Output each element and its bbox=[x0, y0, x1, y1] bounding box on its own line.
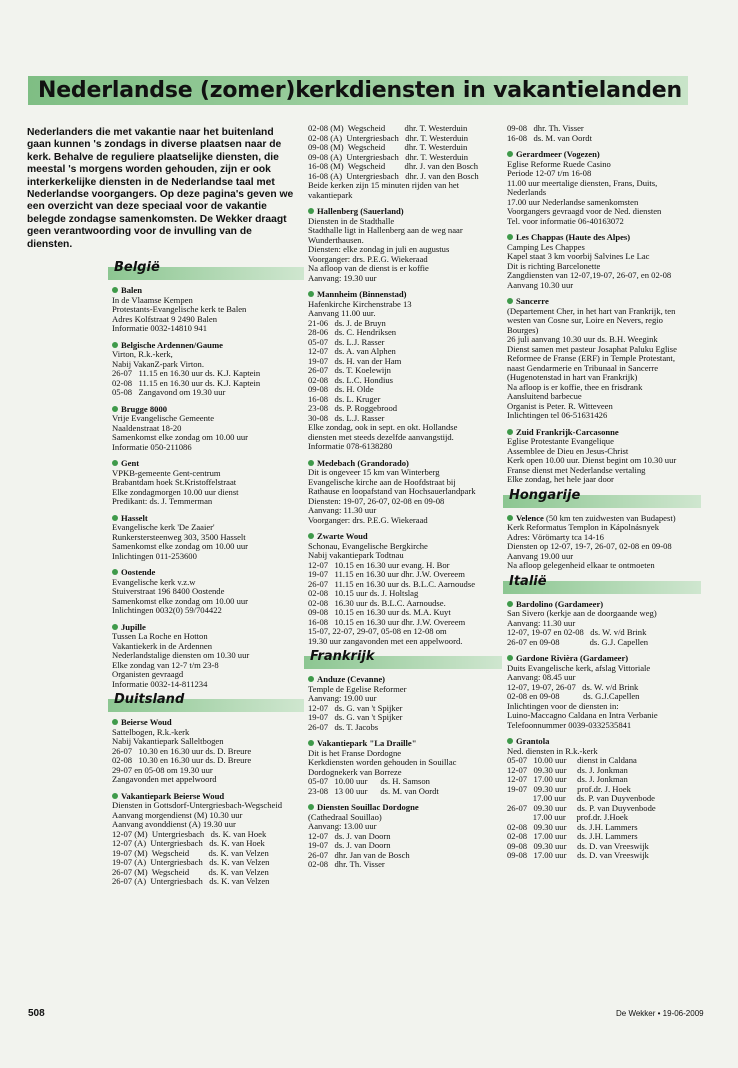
entry-line: 23-08 ds. P. Roggebrood bbox=[308, 403, 398, 413]
entry-line: 09-08 dhr. Th. Visser bbox=[507, 123, 584, 133]
bullet-icon bbox=[112, 342, 118, 348]
entry-line: 17.00 uur ds. P. van Duyvenbode bbox=[507, 793, 655, 803]
bullet-icon bbox=[112, 287, 118, 293]
entry-line: Aansluitend barbecue bbox=[507, 391, 582, 401]
bullet-icon bbox=[112, 460, 118, 466]
region-header-belgie bbox=[108, 260, 300, 281]
entry-beierse-woud bbox=[112, 718, 300, 785]
entry-title-text: Vakantiepark Beierse Woud bbox=[121, 790, 225, 801]
entry-zuid-frankrijk-carcasonne bbox=[507, 428, 697, 485]
entry-line: 12-07 ds. J. van Doorn bbox=[308, 830, 391, 841]
entry-line: diensten met steeds dezelfde aanvangstijd. bbox=[308, 431, 454, 442]
entry-line: 05-08 Zangavond om 19.30 uur bbox=[112, 387, 226, 397]
entry-line: Schonau, Evangelische Bergkirche bbox=[308, 540, 428, 551]
entry-line: 26-07 ds. T. Jacobs bbox=[308, 721, 379, 732]
column-1 bbox=[112, 258, 300, 894]
entry-line: Informatie 0032-14-811234 bbox=[112, 678, 208, 689]
entry-line: Duits Evangelische kerk, afslag Vittoriale bbox=[507, 662, 651, 673]
entry-grantola bbox=[507, 737, 697, 861]
entry-line: 19.30 uur zangavonden met een appelwoord. bbox=[308, 635, 463, 646]
entry-line: Hafenkirche Kirchenstrabe 13 bbox=[308, 298, 412, 309]
entry-line: 17.00 uur prof.dr. J.Hoek bbox=[507, 812, 629, 822]
entry-hallenberg-sauerland bbox=[308, 207, 498, 283]
entry-line: Informatie 0032-14810 941 bbox=[112, 323, 207, 333]
entry-line: 19-07 ds. H. van der Ham bbox=[308, 355, 402, 366]
entry-line: Aanvang morgendienst (M) 10.30 uur bbox=[112, 809, 243, 820]
entry-line: 12-07 10.15 en 16.30 uur evang. H. Bor bbox=[308, 559, 450, 570]
entry-line: Tel. voor informatie 06-40163072 bbox=[507, 215, 624, 226]
entry-line: Stadthalle ligt in Hallenberg aan de weg naar bbox=[308, 225, 463, 235]
entry-line: Dordognekerk van Borreze bbox=[308, 766, 402, 777]
entry-line: Aanvang: 19.00 uur bbox=[308, 693, 377, 703]
entry-line: Nabij vakantiepark Todtnau bbox=[308, 550, 404, 560]
entry-line: 15-07, 22-07, 29-07, 05-08 en 12-08 om bbox=[308, 626, 447, 636]
entry-line: 02-08 17.00 uur ds. J.H. Lammers bbox=[507, 831, 638, 841]
entry-line: Runkerstersteenweg 303, 3500 Hasselt bbox=[112, 531, 246, 542]
bullet-icon bbox=[507, 151, 513, 157]
entry-line: Assemblee de Dieu en Jesus-Christ bbox=[507, 445, 629, 456]
entry-line: Camping Les Chappes bbox=[507, 241, 585, 252]
entry-title-text: Bardolino (Gardameer) bbox=[516, 598, 604, 609]
entry-vakantiepark-la-draille bbox=[308, 739, 498, 796]
entry-line: Virton, R.k.-kerk, bbox=[112, 349, 173, 359]
entry-line: 02-08 en 09-08 ds. G.J.Capellen bbox=[507, 691, 640, 701]
entry-line: Rathause en loopafstand van Hochsauerlandpark bbox=[308, 486, 476, 496]
entry-line: 09-08 17.00 uur ds. D. van Vreeswijk bbox=[507, 850, 649, 860]
entry-line: 02-08 dhr. Th. Visser bbox=[308, 859, 385, 869]
entry-jupille bbox=[112, 623, 300, 690]
entry-line: 09-08 09.30 uur ds. D. van Vreeswijk bbox=[507, 840, 649, 851]
entry-title-text: Zuid Frankrijk-Carcasonne bbox=[516, 426, 619, 437]
entry-title-text: Vakantiepark "La Draille" bbox=[317, 738, 417, 748]
entry-line: Elke zondagmorgen 10.00 uur dienst bbox=[112, 486, 239, 497]
entry-line: Nabij VakanZ-park Virton. bbox=[112, 358, 205, 369]
entry-line: (Cathedraal Souillao) bbox=[308, 811, 382, 822]
bullet-icon bbox=[112, 406, 118, 412]
entry-line: Inlichtingen voor de diensten in: bbox=[507, 700, 619, 711]
bullet-icon bbox=[507, 298, 513, 304]
bullet-icon bbox=[308, 533, 314, 539]
entry-line: Inlichtingen 011-253600 bbox=[112, 550, 197, 561]
entry-title-text: Zwarte Woud bbox=[317, 531, 368, 541]
entry-gardone-riviera-gardameer bbox=[507, 654, 697, 730]
entry-line: 09-08 (A) Untergriesbach dhr. T. Westerduin bbox=[308, 151, 469, 162]
bullet-icon bbox=[308, 676, 314, 682]
entry-line: Aanvang: 13.00 uur bbox=[308, 821, 377, 831]
bullet-icon bbox=[507, 738, 513, 744]
entry-line: Evangelische kerk 'De Zaaier' bbox=[112, 522, 215, 532]
entry-line: 16-08 10.15 en 16.30 uur dhr. J.W. Overeem bbox=[308, 616, 466, 627]
entry-line: Naaldenstraat 18-20 bbox=[112, 422, 182, 433]
entry-line: Adres: Vörömarty tca 14-16 bbox=[507, 531, 604, 542]
entry-line: 02-08 (M) Wegscheid dhr. T. Westerduin bbox=[308, 123, 468, 133]
entry-line: Diensten in de Stadthalle bbox=[308, 215, 395, 226]
entry-line: 02-08 ds. L.C. Hondius bbox=[308, 374, 393, 385]
entry-line: Stuiverstraat 196 8400 Oostende bbox=[112, 586, 225, 596]
entry-line: vakantiepark bbox=[308, 189, 353, 200]
entry-line: 17.00 uur Nederlandse samenkomsten bbox=[507, 196, 639, 207]
entry-title-text: Velence bbox=[516, 512, 544, 523]
entry-line: Sattelbogen, R.k.-kerk bbox=[112, 726, 190, 737]
entry-line: 19-07 09.30 uur prof.dr. J. Hoek bbox=[507, 783, 631, 794]
entry-line: 12-07, 19-07, 26-07 ds. W. v/d Brink bbox=[507, 681, 639, 692]
entry-line: naast Gendarmerie en Tribunaal in Sancerre bbox=[507, 362, 659, 373]
page-number: 508 bbox=[28, 1008, 45, 1019]
entry-title-text: Hasselt bbox=[121, 512, 148, 523]
entry-line: Protestants-Evangelische kerk te Balen bbox=[112, 304, 247, 314]
entry-line: Ned. diensten in R.k.-kerk bbox=[507, 745, 598, 756]
bullet-icon bbox=[308, 804, 314, 810]
publication-footer: De Wekker • 19-06-2009 bbox=[616, 1009, 704, 1018]
entry-diensten-souillac-dordogne bbox=[308, 803, 498, 870]
entry-line: 26-07 en 09-08 ds. G.J. Capellen bbox=[507, 636, 649, 647]
bullet-icon bbox=[308, 208, 314, 214]
entry-line: Elke zondag, ook in sept. en okt. Hollandse bbox=[308, 422, 458, 432]
entry-line: Tussen La Roche en Hotton bbox=[112, 631, 208, 641]
region-name: Duitsland bbox=[114, 692, 185, 707]
entry-anduze-cevanne bbox=[308, 675, 498, 732]
entry-line: 02-08 10.15 uur ds. J. Holtslag bbox=[308, 588, 419, 598]
entry-line: Adres Kolfstraat 9 2490 Balen bbox=[112, 313, 218, 324]
bullet-icon bbox=[112, 793, 118, 799]
entry-line: Aanvang: 11.30 uur bbox=[308, 505, 377, 515]
bullet-icon bbox=[507, 429, 513, 435]
entry-line: Beide kerken zijn 15 minuten rijden van het bbox=[308, 180, 460, 190]
entry-line: 19-07 (M) Wegscheid ds. K. van Velzen bbox=[112, 847, 269, 858]
entry-line: Voorganger: drs. P.E.G. Wiekeraad bbox=[308, 514, 428, 525]
entry-line: 26-07 11.15 en 16.30 uur ds. B.L.C. Aarnoudse bbox=[308, 578, 476, 589]
entry-line: Aanvang avonddienst (A) 19.30 uur bbox=[112, 819, 236, 829]
entry-line: Na afloop van de dienst is er koffie bbox=[308, 263, 429, 273]
entry-line: Aanvang 11.00 uur. bbox=[308, 308, 376, 318]
bullet-icon bbox=[308, 291, 314, 297]
entry-title-text: Jupille bbox=[121, 621, 146, 632]
column-2 bbox=[308, 124, 498, 877]
entry-line: Voorgangers gevraagd voor de Ned. diensten bbox=[507, 206, 662, 216]
region-header-duitsland bbox=[108, 692, 300, 713]
entry-line: Aanvang: 19.30 uur bbox=[308, 272, 377, 283]
entry-line: Diensten in Gottsdorf-Untergriesbach-Wegscheid bbox=[112, 800, 283, 810]
entry-line: 16-08 (A) Untergriesbach dhr. J. van den Bosch bbox=[308, 170, 479, 181]
entry-line: Eglise Protestante Evangelique bbox=[507, 436, 614, 446]
entry-line: Diensten: 19-07, 26-07, 02-08 en 09-08 bbox=[308, 495, 445, 506]
entry-title-text: Les Chappas (Haute des Alpes) bbox=[516, 232, 631, 242]
entry-line: 05-07 10.00 uur ds. H. Samson bbox=[308, 776, 430, 786]
bullet-icon bbox=[507, 234, 513, 240]
entry-line: 09-08 10.15 en 16.30 uur ds. M.A. Kuyt bbox=[308, 607, 451, 617]
entry-line: Bourges) bbox=[507, 324, 539, 335]
entry-line: 02-08 10.30 en 16.30 uur ds. D. Breure bbox=[112, 755, 252, 765]
region-header-italie bbox=[503, 573, 697, 595]
entry-belgische-ardennen-gaume bbox=[112, 341, 300, 398]
entry-line: Diensten op 12-07, 19-7, 26-07, 02-08 en 09-08 bbox=[507, 541, 672, 551]
entry-title-text: Anduze (Cevanne) bbox=[317, 674, 386, 684]
entry-line: Organist is Peter. R. Witteveen bbox=[507, 400, 613, 411]
bullet-icon bbox=[112, 719, 118, 725]
entry-line: Zangdiensten van 12-07,19-07, 26-07, en 02-08 bbox=[507, 270, 672, 280]
entry-line: 11.00 uur meertalige diensten, Frans, Duits, bbox=[507, 177, 658, 188]
entry-line: (Departement Cher, in het hart van Frankrijk, ten bbox=[507, 305, 676, 316]
bullet-icon bbox=[308, 460, 314, 466]
entry-line: westen van Cosne sur, Loire en Nevers, regio bbox=[507, 315, 663, 325]
entry-line: San Sivero (kerkje aan de doorgaande weg) bbox=[507, 608, 657, 618]
page-title: Nederlandse (zomer)kerkdiensten in vakantielanden bbox=[38, 78, 682, 103]
entry-line: 09-08 ds. H. Olde bbox=[308, 384, 374, 394]
entry-line: 12-07 09.30 uur ds. J. Jonkman bbox=[507, 764, 628, 775]
bullet-icon bbox=[112, 624, 118, 630]
entry-title-text: Gerardmeer (Vogezen) bbox=[516, 149, 600, 159]
entry-line: 26-07 ds. T. Koelewijn bbox=[308, 365, 391, 375]
entry-line: 26-07 dhr. Jan van de Bosch bbox=[308, 849, 410, 860]
entry-line: Kapel staat 3 km voorbij Salvines Le Lac bbox=[507, 251, 650, 261]
entry-line: Dit is richting Barcelonette bbox=[507, 260, 601, 271]
entry-line: 12-07 ds. G. van 't Spijker bbox=[308, 702, 403, 713]
entry-line: Evangelische kirche aan de Hoofdstraat bij bbox=[308, 476, 456, 487]
entry-line: 12-07 (A) Untergriesbach ds. K. van Hoek bbox=[112, 838, 265, 848]
entry-title-text: Brugge 8000 bbox=[121, 403, 168, 414]
entry-line: Nederlands bbox=[507, 187, 547, 197]
entry-line: Samenkomst elke zondag om 10.00 uur bbox=[112, 595, 249, 606]
intro-paragraph: Nederlanders die met vakantie naar het buitenland gaan kunnen 's zondags in diverse plaatsen naar de kerk. Behalve de reguliere plaatselijke diensten, die meestal 's morgens worden gehouden, zijn er ook interkerkelijke diensten in de Nederlandse taal met Nederlandse voorgangers. Op deze pagina's geven we een overzicht van deze speciaal voor de vakantie belegde zondagse samenkomsten. De Wekker draagt geen verantwoording voor de invulling van de diensten. bbox=[27, 127, 294, 250]
entry-line: 26-07 11.15 en 16.30 uur ds. K.J. Kaptein bbox=[112, 368, 261, 378]
entry-line: Diensten: elke zondag in juli en augustus bbox=[308, 244, 450, 254]
entry-line: Na afloop gelegenheid elkaar te ontmoeten bbox=[507, 560, 655, 570]
entry-line: Organisten gevraagd bbox=[112, 669, 184, 679]
bullet-icon bbox=[507, 655, 513, 661]
entry-line: Elke zondag van 12-7 t/m 23-8 bbox=[112, 659, 219, 670]
entry-line: Samenkomst elke zondag om 10.00 uur bbox=[112, 432, 249, 442]
entry-title-text: Balen bbox=[121, 285, 143, 295]
entry-line: 16-08 ds. M. van Oordt bbox=[507, 132, 592, 143]
entry-line: Dit is ongeveer 15 km van Winterberg bbox=[308, 467, 440, 477]
entry-title-text: Hallenberg (Sauerland) bbox=[317, 206, 404, 216]
entry-line: 09-08 (M) Wegscheid dhr. T. Westerduin bbox=[308, 142, 468, 152]
entry-line: 26-07 (A) Untergriesbach ds. K. van Velzen bbox=[112, 876, 270, 886]
entry-line: Brabantdam hoek St.Kristoffelstraat bbox=[112, 477, 237, 487]
entry-oostende bbox=[112, 568, 300, 616]
entry-line: Reformee de Franse (ERF) in Temple Protestant, bbox=[507, 353, 675, 363]
entry-line: Periode 12-07 t/m 16-08 bbox=[507, 168, 592, 178]
entry-line: Aanvang: 11.30 uur bbox=[507, 617, 576, 628]
bullet-icon bbox=[112, 569, 118, 575]
entry-line: 02-08 (A) Untergriesbach dhr. T. Westerduin bbox=[308, 132, 469, 143]
entry-line: Zangavonden met appelwoord bbox=[112, 774, 217, 784]
entry-velence bbox=[507, 514, 697, 571]
entry-line: Inlichtingen 0032(0) 59/704422 bbox=[112, 605, 222, 615]
bullet-icon bbox=[308, 740, 314, 746]
entry-line: 30-08 ds. L.J. Rasser bbox=[308, 412, 385, 423]
entry-line: 19-07 ds. J. van Doorn bbox=[308, 840, 391, 850]
entry-line: Samenkomst elke zondag om 10.00 uur bbox=[112, 541, 249, 551]
entry-line: Aanvang: 08.45 uur bbox=[507, 672, 576, 682]
entry-line: 12-07 17.00 uur ds. J. Jonkman bbox=[507, 774, 628, 784]
entry-title-text: Oostende bbox=[121, 567, 156, 577]
entry-line: Na afloop is er koffie, thee en frisdrank bbox=[507, 381, 643, 392]
entry-title-text: Beierse Woud bbox=[121, 717, 172, 727]
bullet-icon bbox=[112, 515, 118, 521]
entry-line: 19-07 (A) Untergriesbach ds. K. van Velzen bbox=[112, 857, 270, 867]
entry-line: Vakantiekerk in de Ardennen bbox=[112, 640, 212, 651]
region-name: Hongarije bbox=[509, 487, 581, 503]
entry-title-text: Medebach (Grandorado) bbox=[317, 457, 409, 468]
entry-line: Informatie 078-6138280 bbox=[308, 441, 393, 451]
entry-line: 02-08 16.30 uur ds. B.L.C. Aarnoudse. bbox=[308, 597, 446, 608]
entry-line: 05-07 ds. L.J. Rasser bbox=[308, 336, 385, 347]
entry-line: (Hugenotenstad in hart van Frankrijk) bbox=[507, 372, 638, 382]
entry-continued bbox=[507, 124, 697, 143]
region-name: Italië bbox=[509, 573, 547, 589]
entry-line: 19-07 ds. G. van 't Spijker bbox=[308, 712, 403, 722]
entry-line: 16-08 (M) Wegscheid dhr. J. van den Bosch bbox=[308, 161, 479, 171]
entry-line: 23-08 13 00 uur ds. M. van Oordt bbox=[308, 785, 439, 796]
region-header-hongarije bbox=[503, 487, 697, 509]
entry-line: Kerk Reformatus Templon in Kápolnásnyek bbox=[507, 522, 659, 532]
entry-bardolino-gardameer bbox=[507, 600, 697, 648]
entry-title-text: Gardone Rivièra (Gardameer) bbox=[516, 653, 629, 663]
entry-les-chappas-haute-des-alpes bbox=[507, 233, 697, 290]
entry-title-text: Belgische Ardennen/Gaume bbox=[121, 339, 223, 350]
entry-mannheim-binnenstad bbox=[308, 290, 498, 452]
entry-gent bbox=[112, 459, 300, 507]
entry-line: Dit is het Franse Dordogne bbox=[308, 747, 402, 758]
bullet-icon bbox=[507, 515, 513, 521]
entry-brugge-8000 bbox=[112, 405, 300, 453]
entry-zwarte-woud bbox=[308, 532, 498, 646]
entry-line: 05-07 10.00 uur dienst in Caldana bbox=[507, 755, 637, 765]
entry-line: Vrije Evangelische Gemeente bbox=[112, 413, 215, 423]
entry-line: Elke zondag, het hele jaar door bbox=[507, 474, 614, 484]
entry-line: Wunderthausen. bbox=[308, 234, 364, 245]
entry-line: 02-08 09.30 uur ds. J.H. Lammers bbox=[507, 821, 638, 832]
entry-line: 29-07 en 05-08 om 19.30 uur bbox=[112, 764, 213, 775]
entry-line: Inlichtingen tel 06-51631426 bbox=[507, 410, 608, 420]
entry-line: Luino-Maccagno Caldana en Intra Verbanie bbox=[507, 710, 658, 720]
entry-line: Voorganger: drs. P.E.G. Wiekeraad bbox=[308, 253, 428, 264]
entry-line: In de Vlaamse Kempen bbox=[112, 294, 193, 305]
entry-line: Franse dienst met Nederlandse vertaling bbox=[507, 464, 646, 475]
entry-line: VPKB-gemeente Gent-centrum bbox=[112, 467, 221, 478]
entry-line: Aanvang 10.30 uur bbox=[507, 279, 574, 290]
entry-title-text: Diensten Souillac Dordogne bbox=[317, 802, 419, 812]
bullet-icon bbox=[507, 601, 513, 607]
entry-title-text: Grantola bbox=[516, 736, 550, 746]
entry-gerardmeer-vogezen bbox=[507, 150, 697, 226]
entry-line: Eglise Reforme Ruede Casino bbox=[507, 158, 611, 169]
entry-title-text: Mannheim (Binnenstad) bbox=[317, 289, 407, 299]
entry-line: 26-07 10.30 en 16.30 uur ds. D. Breure bbox=[112, 745, 252, 756]
entry-line: Kerkdiensten worden gehouden in Souillac bbox=[308, 757, 457, 767]
entry-line: Kerk open 10.00 uur. Dienst begint om 10.30 uur bbox=[507, 455, 677, 465]
entry-line: Evangelische kerk v.z.w bbox=[112, 576, 196, 587]
entry-line: 26-07 (M) Wegscheid ds. K. van Velzen bbox=[112, 866, 269, 877]
entry-line: 12-07 (M) Untergriesbach ds. K. van Hoek bbox=[112, 828, 267, 839]
entry-medebach-grandorado bbox=[308, 459, 498, 526]
column-3 bbox=[507, 124, 697, 868]
entry-line: 12-07, 19-07 en 02-08 ds. W. v/d Brink bbox=[507, 627, 647, 637]
entry-line: Telefoonnummer 0039-0332535841 bbox=[507, 719, 632, 730]
entry-sancerre bbox=[507, 297, 697, 421]
entry-vakantiepark-beierse-woud bbox=[112, 792, 300, 887]
entry-line: 19-07 11.15 en 16.30 uur dhr. J.W. Overeem bbox=[308, 569, 465, 579]
entry-line: Informatie 050-211086 bbox=[112, 441, 192, 452]
entry-title-text: Sancerre bbox=[516, 296, 549, 306]
entry-line: 16-08 ds. L. Kruger bbox=[308, 393, 381, 404]
entry-line: 26 juli aanvang 10.30 uur ds. B.H. Weegink bbox=[507, 334, 658, 344]
entry-line: 28-06 ds. C. Hendriksen bbox=[308, 327, 397, 337]
entry-line: 12-07 ds. A. van Alphen bbox=[308, 346, 396, 356]
entry-line: 26-07 09.30 uur ds. P. van Duyvenbode bbox=[507, 802, 656, 813]
entry-line: Nabij Vakantiepark Salleltbogen bbox=[112, 736, 224, 746]
entry-continued bbox=[308, 124, 498, 200]
entry-line: 21-06 ds. J. de Bruyn bbox=[308, 317, 386, 328]
entry-line: Temple de Egelise Reformer bbox=[308, 683, 407, 694]
entry-line: Aanvang 19.00 uur bbox=[507, 550, 574, 561]
entry-line: Nederlandstalige diensten om 10.30 uur bbox=[112, 650, 250, 660]
entry-title-text: Gent bbox=[121, 458, 140, 468]
region-name: België bbox=[114, 260, 160, 275]
entry-line: 02-08 11.15 en 16.30 uur ds. K.J. Kaptein bbox=[112, 377, 261, 388]
entry-line: Predikant: ds. J. Temmerman bbox=[112, 496, 213, 506]
entry-balen bbox=[112, 286, 300, 334]
region-header-frankrijk bbox=[304, 649, 498, 670]
entry-line: Dienst samen met pasteur Josaphat Paluku Eglise bbox=[507, 343, 677, 354]
entry-hasselt bbox=[112, 514, 300, 562]
entry-title-note: (50 km ten zuidwesten van Budapest) bbox=[543, 512, 676, 523]
region-name: Frankrijk bbox=[310, 649, 375, 664]
